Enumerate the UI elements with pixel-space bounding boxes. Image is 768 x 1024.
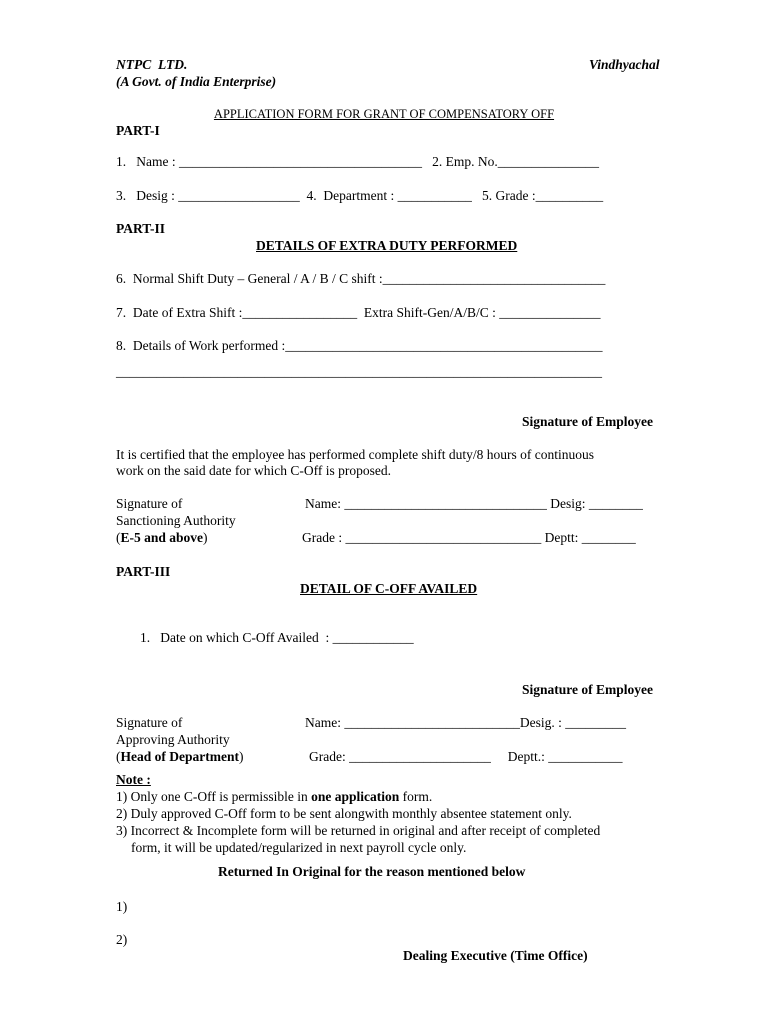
part3-heading: PART-III	[116, 564, 171, 579]
approve-name-desig-line[interactable]: Name: __________________________Desig. : _________	[305, 715, 626, 730]
work-details-line-2[interactable]: ________________________________________________________________________	[116, 364, 602, 379]
approve-hod-bold: Head of Department	[120, 749, 239, 764]
note-item-2: 2) Duly approved C-Off form to be sent alongwith monthly absentee statement only.	[116, 806, 572, 821]
sanction-label-1: Signature of	[116, 496, 183, 511]
sanction-name-desig-line[interactable]: Name: ______________________________ Desig: ________	[305, 496, 643, 511]
normal-shift-line[interactable]: 6. Normal Shift Duty – General / A / B / C shift :_________________________________	[116, 271, 606, 286]
paren-close: )	[203, 530, 208, 545]
approve-grade-deptt-line[interactable]: Grade: _____________________ Deptt.: ___________	[309, 749, 623, 764]
note-heading: Note :	[116, 772, 151, 787]
approve-label-1: Signature of	[116, 715, 183, 730]
part2-subheading: DETAILS OF EXTRA DUTY PERFORMED	[256, 238, 518, 253]
note-item-1	[116, 788, 432, 805]
employee-signature-label: Signature of Employee	[522, 414, 653, 429]
certification-text-1: It is certified that the employee has performed complete shift duty/8 hours of continuous	[116, 447, 594, 462]
part2-heading: PART-II	[116, 221, 166, 236]
org-name: NTPC LTD.	[116, 57, 188, 72]
note-1-end: form.	[399, 789, 433, 804]
certification-text-2: work on the said date for which C-Off is proposed.	[116, 463, 391, 478]
dealing-executive-label: Dealing Executive (Time Office)	[403, 948, 588, 963]
form-title: APPLICATION FORM FOR GRANT OF COMPENSATORY OFF	[213, 107, 555, 121]
desig-dept-grade-line[interactable]: 3. Desig : __________________ 4. Department : ___________ 5. Grade :__________	[116, 188, 604, 203]
approve-label-3	[116, 748, 243, 765]
part3-subheading: DETAIL OF C-OFF AVAILED	[300, 581, 478, 596]
employee-signature-label-2: Signature of Employee	[522, 682, 653, 697]
paren-open: (	[116, 530, 121, 545]
extra-shift-line[interactable]: 7. Date of Extra Shift :_________________ Extra Shift-Gen/A/B/C : _______________	[116, 305, 601, 320]
note-1-text: 1) Only one C-Off is permissible in	[116, 789, 312, 804]
paren-close: )	[238, 749, 244, 764]
coff-date-line[interactable]: 1. Date on which C-Off Availed : ____________	[140, 630, 414, 645]
sanction-grade-deptt-line[interactable]: Grade : _____________________________ Deptt: ________	[302, 530, 636, 545]
reason-1[interactable]: 1)	[116, 899, 128, 914]
returned-heading: Returned In Original for the reason mentioned below	[218, 864, 526, 879]
name-empno-line[interactable]: 1. Name : ____________________________________ 2. Emp. No._______________	[116, 154, 599, 169]
sanction-label-3	[116, 529, 208, 546]
part1-heading: PART-I	[116, 123, 160, 138]
paren-open: (	[116, 749, 121, 764]
sanction-label-2: Sanctioning Authority	[116, 513, 236, 528]
location: Vindhyachal	[589, 57, 660, 72]
approve-label-2: Approving Authority	[116, 732, 230, 747]
reason-2[interactable]: 2)	[116, 932, 128, 947]
sanction-grade-bold: E-5 and above	[120, 530, 204, 545]
note-item-3-cont: form, it will be updated/regularized in next payroll cycle only.	[131, 840, 467, 855]
work-details-line[interactable]: 8. Details of Work performed :_______________________________________________	[116, 338, 603, 353]
note-item-3: 3) Incorrect & Incomplete form will be returned in original and after receipt of completed	[116, 823, 601, 838]
note-1-bold: one application	[311, 789, 400, 804]
org-subtitle: (A Govt. of India Enterprise)	[116, 74, 277, 89]
